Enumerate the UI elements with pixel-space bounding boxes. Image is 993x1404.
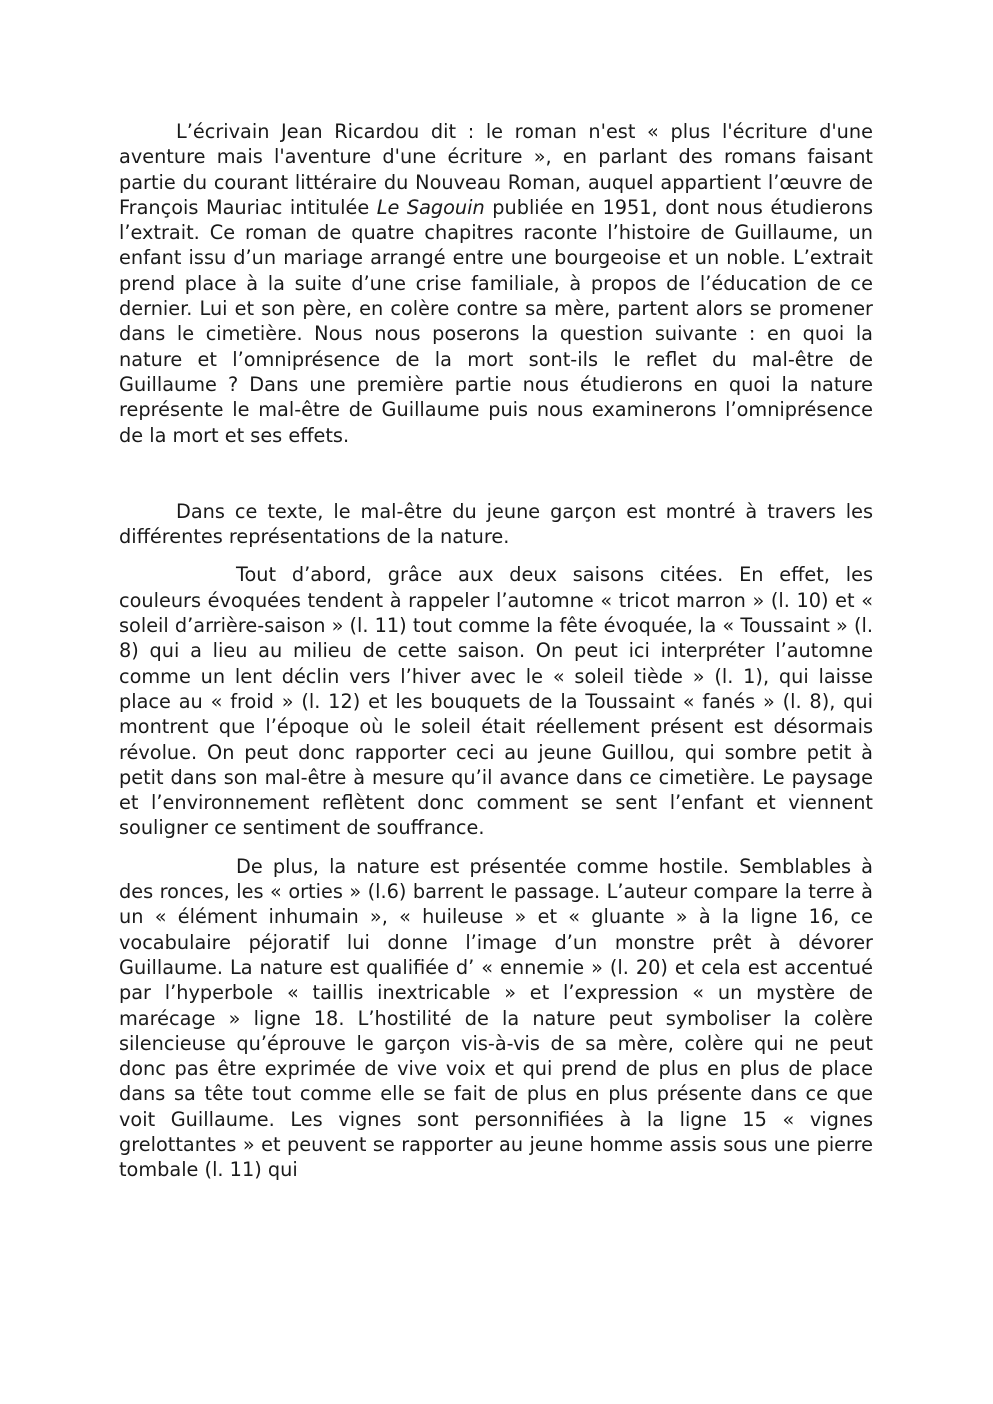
book-title: Le Sagouin xyxy=(376,195,485,219)
seasons-paragraph: Tout d’abord, grâce aux deux saisons citées. En effet, les couleurs évoquées tendent à rappeler l’automne « tricot marron » (l. 10) et « soleil d’arrière-saison » (l. 11) tout comme la fête évoquée, la « Toussaint » (l. 8) qui a lieu au milieu de cette saison. On peut ici interpréter l’automne comme un lent déclin vers l’hiver avec le « soleil tiède » (l. 1), qui laisse place au « froid » (l. 12) et les bouquets de la Toussaint « fanés » (l. 8), qui montrent que l’époque où le soleil était réellement présent est désormais révolue. On peut donc rapporter ceci au jeune Guillou, qui sombre petit à petit dans son mal-être à mesure qu’il avance dans ce cimetière. Le paysage et l’environnement reflètent donc comment se sent l’enfant et viennent souligner ce sentiment de souffrance. xyxy=(119,563,873,840)
part-one-intro-paragraph: Dans ce texte, le mal-être du jeune garçon est montré à travers les différentes représentations de la nature. xyxy=(119,499,873,549)
intro-text-before-title: L’écrivain Jean Ricardou dit : le roman n'est « plus l'écriture d'une aventure mais l'aventure d'une écriture », en parlant des romans faisant partie du courant littéraire du Nouveau Roman, auquel appartient l’œuvre de François Mauriac intitulée xyxy=(119,120,873,219)
introduction-paragraph xyxy=(119,119,873,448)
hostile-nature-paragraph: De plus, la nature est présentée comme hostile. Semblables à des ronces, les « orties » (l.6) barrent le passage. L’auteur compare la terre à un « élément inhumain », « huileuse » et « gluante » à la ligne 16, ce vocabulaire péjoratif lui donne l’image d’un monstre prêt à dévorer Guillaume. La nature est qualifiée d’ « ennemie » (l. 20) et cela est accentué par l’hyperbole « taillis inextricable » et l’expression « un mystère de marécage » ligne 18. L’hostilité de la nature peut symboliser la colère silencieuse qu’éprouve le garçon vis-à-vis de sa mère, colère qui ne peut donc pas être exprimée de vive voix et qui prend de plus en plus de place dans sa tête tout comme elle se fait de plus en plus présente dans ce que voit Guillaume. Les vignes sont personnifiées à la ligne 15 « vignes grelottantes » et peuvent se rapporter au jeune homme assis sous une pierre tombale (l. 11) qui xyxy=(119,854,873,1182)
document-page xyxy=(119,119,873,1183)
intro-text-after-title: publiée en 1951, dont nous étudierons l’extrait. Ce roman de quatre chapitres raconte l’histoire de Guillaume, un enfant issu d’un mariage arrangé entre une bourgeoise et un noble. L’extrait prend place à la suite d’une crise familiale, à propos de l’éducation de ce dernier. Lui et son père, en colère contre sa mère, partent alors se promener dans le cimetière. Nous nous poserons la question suivante : en quoi la nature et l’omniprésence de la mort sont-ils le reflet du mal-être de Guillaume ? Dans une première partie nous étudierons en quoi la nature représente le mal-être de Guillaume puis nous examinerons l’omniprésence de la mort et ses effets. xyxy=(119,195,873,447)
